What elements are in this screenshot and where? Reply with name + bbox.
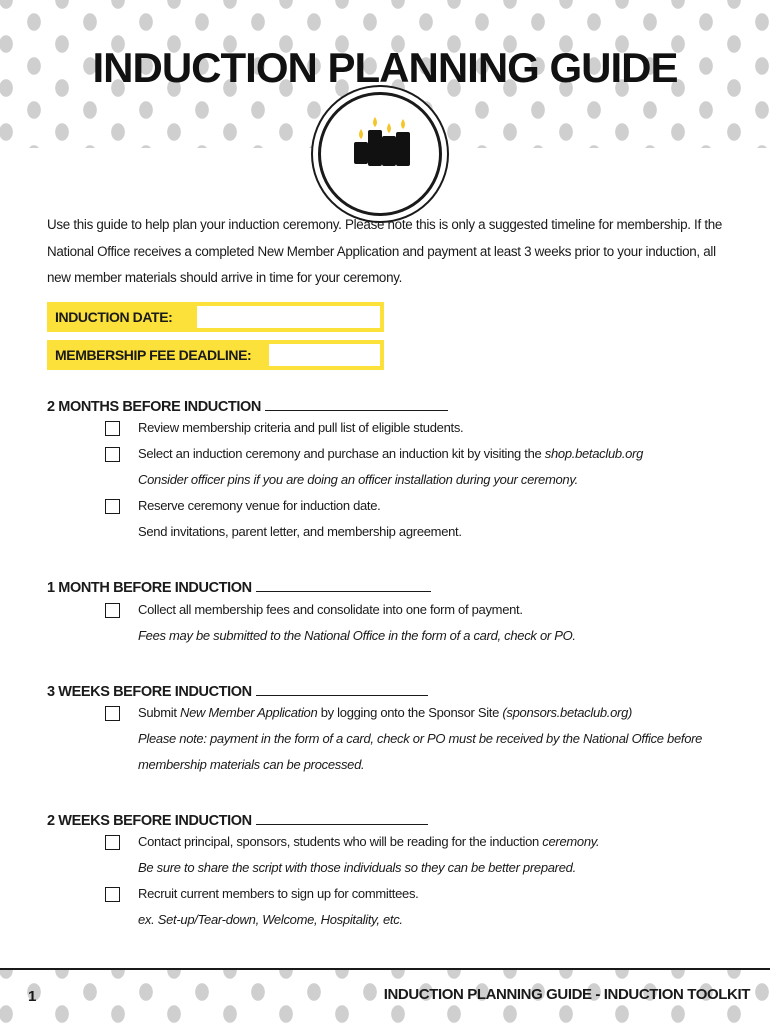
checklist-text: Reserve ceremony venue for induction date. — [138, 498, 381, 513]
section-heading — [47, 396, 448, 415]
induction-date-label: INDUCTION DATE: — [55, 309, 173, 325]
fee-deadline-input[interactable] — [269, 344, 380, 366]
checkbox[interactable] — [105, 835, 120, 850]
checklist-line — [138, 420, 463, 435]
checklist-line — [138, 834, 599, 849]
checklist-text: by logging onto the Sponsor Site — [317, 705, 503, 720]
checklist-line — [138, 731, 702, 746]
checklist-text: ceremony. — [542, 834, 600, 849]
checklist-line — [138, 705, 632, 720]
checklist-line — [138, 472, 578, 487]
checklist-text: Consider officer pins if you are doing an officer installation during your ceremony. — [138, 472, 578, 487]
checklist-text: New Member Application — [179, 705, 318, 720]
checklist-text: Please note: payment in the form of a card, check or PO must be received by the National Office before — [138, 731, 703, 746]
date-blank-line[interactable] — [265, 396, 448, 411]
checklist-text: ex. Set-up/Tear-down, Welcome, Hospitality, etc. — [138, 912, 403, 927]
checklist-text: Send invitations, parent letter, and membership agreement. — [138, 524, 462, 539]
induction-date-input[interactable] — [197, 306, 380, 328]
section-heading — [47, 577, 431, 596]
checklist-text: membership materials can be processed. — [138, 757, 365, 772]
checklist-text: Select an induction ceremony and purchase an induction kit by visiting the — [138, 446, 545, 461]
intro-line: Use this guide to help plan your induction ceremony. Please note this is only a suggested timeline for membership. If the — [47, 217, 723, 232]
checklist-line — [138, 498, 381, 513]
page-title: INDUCTION PLANNING GUIDE — [92, 44, 678, 91]
checkbox[interactable] — [105, 887, 120, 902]
checkbox[interactable] — [105, 706, 120, 721]
checklist-line — [138, 602, 523, 617]
intro-line: new member materials should arrive in time for your ceremony. — [47, 270, 403, 285]
checklist-text: Fees may be submitted to the National Office in the form of a card, check or PO. — [138, 628, 576, 643]
checklist-text: Submit — [138, 705, 180, 720]
footer-title: INDUCTION PLANNING GUIDE - INDUCTION TOOLKIT — [383, 986, 750, 1003]
section-heading — [47, 681, 428, 700]
checklist-line — [138, 886, 419, 901]
checkbox[interactable] — [105, 499, 120, 514]
candles-icon — [321, 95, 439, 213]
section-heading-text: 2 WEEKS BEFORE INDUCTION — [47, 813, 252, 829]
fee-deadline-label: MEMBERSHIP FEE DEADLINE: — [55, 347, 252, 363]
intro-line: National Office receives a completed New Member Application and payment at least 3 weeks prior to your induction, all — [47, 243, 716, 259]
checklist-line — [138, 860, 576, 875]
checklist-text: Collect all membership fees and consolidate into one form of payment. — [138, 602, 523, 617]
date-blank-line[interactable] — [256, 681, 428, 696]
page-number: 1 — [28, 988, 37, 1005]
checklist-text: (sponsors.betaclub.org) — [502, 705, 633, 720]
checklist-text: Contact principal, sponsors, students who will be reading for the induction — [138, 834, 543, 849]
checklist-text: shop.betaclub.org — [544, 446, 644, 461]
section-heading-text: 1 MONTH BEFORE INDUCTION — [47, 580, 252, 596]
fee-deadline-field — [47, 340, 384, 370]
induction-date-field — [47, 302, 384, 332]
checklist-line — [138, 524, 462, 539]
date-blank-line[interactable] — [256, 577, 431, 592]
checklist-text: Recruit current members to sign up for committees. — [138, 886, 419, 901]
intro-paragraph — [47, 212, 737, 292]
checklist-line — [138, 446, 643, 461]
checklist-line — [138, 628, 576, 643]
checklist-line — [138, 912, 403, 927]
checkbox[interactable] — [105, 421, 120, 436]
date-blank-line[interactable] — [256, 810, 428, 825]
checkbox[interactable] — [105, 603, 120, 618]
section-heading — [47, 810, 428, 829]
checkbox[interactable] — [105, 447, 120, 462]
checklist-text: Be sure to share the script with those individuals so they can be better prepared. — [138, 860, 576, 875]
checklist-line — [138, 757, 364, 772]
section-heading-text: 3 WEEKS BEFORE INDUCTION — [47, 684, 252, 700]
section-heading-text: 2 MONTHS BEFORE INDUCTION — [47, 399, 261, 415]
candles-emblem — [318, 92, 442, 216]
checklist-text: Review membership criteria and pull list of eligible students. — [138, 420, 464, 435]
